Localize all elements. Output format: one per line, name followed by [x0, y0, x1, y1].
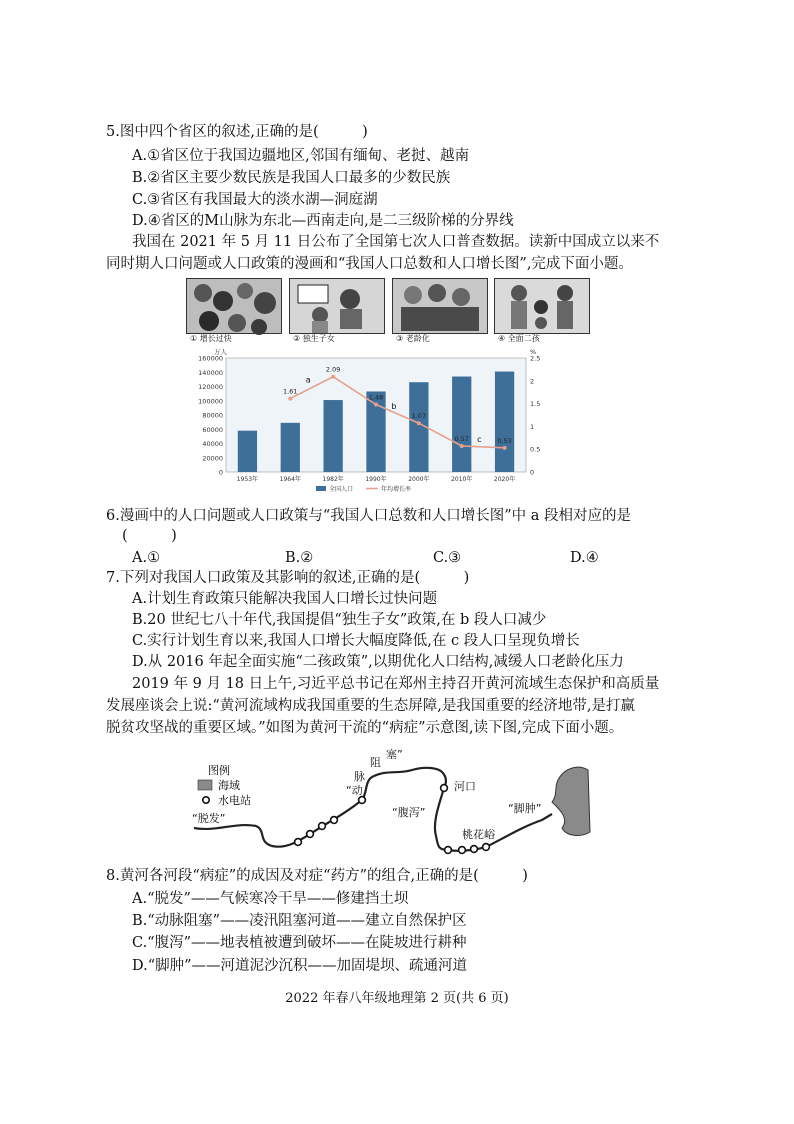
- q6-option-d: D.④: [570, 550, 599, 566]
- y-left-tick-label: 0: [218, 468, 223, 477]
- y-right-tick-label: 2: [530, 377, 535, 386]
- legend-bar-label: 全国人口: [329, 486, 354, 493]
- q5-option-d: D.④省区的M山脉为东北—西南走向,是二三级阶梯的分界线: [132, 213, 514, 229]
- population-bar: [238, 431, 257, 472]
- map-legend-sea: 海域: [218, 779, 240, 792]
- y-right-tick-label: 0.5: [530, 445, 541, 454]
- q6-option-c: C.③: [433, 550, 462, 566]
- page-footer: 2022 年春八年级地理第 2 页(共 6 页): [285, 991, 509, 1006]
- y-left-tick-label: 60000: [202, 425, 223, 434]
- station-icon: [441, 785, 448, 792]
- y-right-tick-label: 1: [530, 422, 535, 431]
- q8-option-b: B.“动脉阻塞”——凌汛阻塞河道——建立自然保护区: [132, 913, 467, 929]
- x-tick-label: 1982年: [322, 476, 344, 483]
- map-legend-station: 水电站: [218, 794, 251, 807]
- sea-legend-swatch: [198, 780, 212, 790]
- q6-stem: 6.漫画中的人口问题或人口政策与“我国人口总数和人口增长图”中 a 段相对应的是: [106, 508, 632, 524]
- q8-option-c: C.“腹泻”——地表植被遭到破坏——在陡坡进行耕种: [132, 935, 467, 951]
- x-tick-label: 1990年: [365, 476, 387, 483]
- intro2-line2: 发展座谈会上说:“黄河流域构成我国重要的生态屏障,是我国重要的经济地带,是打赢: [106, 698, 636, 714]
- growth-rate-point: [374, 403, 378, 407]
- intro2-line3: 脱贫攻坚战的重要区域。”如图为黄河干流的“病症”示意图,读下图,完成下面小题。: [106, 720, 624, 736]
- intro2-line1: 2019 年 9 月 18 日上午,习近平总书记在郑州主持召开黄河流域生态保护和高质量: [132, 676, 660, 692]
- q6-option-a: A.①: [132, 550, 161, 566]
- station-icon: [459, 847, 466, 854]
- station-icon: [471, 846, 478, 853]
- population-bar: [495, 372, 514, 472]
- x-tick-label: 1964年: [279, 476, 301, 483]
- x-tick-label: 2010年: [451, 476, 473, 483]
- growth-rate-point: [331, 375, 335, 379]
- q8-option-d: D.“脚肿”——河道泥沙沉积——加固堤坝、疏通河道: [132, 958, 468, 974]
- y-right-tick-label: 1.5: [530, 400, 541, 409]
- segment-label: b: [391, 401, 397, 411]
- label-zu: 阻: [370, 756, 381, 769]
- cartoon-panel-4: [494, 278, 590, 334]
- population-bar: [324, 400, 343, 472]
- q5-option-b: B.②省区主要少数民族是我国人口最多的少数民族: [132, 170, 451, 186]
- cartoon-panel-1: [186, 278, 282, 334]
- q7-option-b: B.20 世纪七八十年代,我国提倡“独生子女”政策,在 b 段人口减少: [132, 612, 547, 628]
- segment-label: a: [305, 375, 311, 385]
- y-right-tick-label: 2.5: [530, 354, 541, 363]
- population-chart-svg: [186, 344, 566, 494]
- label-taohuayu: 桃花峪: [462, 828, 495, 841]
- growth-rate-point: [417, 421, 421, 425]
- growth-rate-data-label: 1.61: [283, 387, 298, 396]
- yellow-river-map-svg: [186, 748, 606, 866]
- label-jiaozhong: “脚肿”: [508, 802, 542, 815]
- q8-option-a: A.“脱发”——气候寒冷干旱——修建挡土坝: [132, 891, 409, 907]
- yellow-river-line: [194, 768, 552, 851]
- growth-rate-data-label: 0.57: [454, 435, 469, 444]
- y-left-tick-label: 40000: [202, 440, 223, 448]
- y-left-axis-label: 万人: [214, 348, 227, 356]
- growth-rate-data-label: 0.53: [497, 436, 512, 445]
- growth-rate-point: [503, 446, 507, 450]
- y-right-axis-label: %: [530, 348, 537, 356]
- q5-stem: 5.图中四个省区的叙述,正确的是( ): [106, 124, 368, 140]
- y-left-tick-label: 80000: [202, 411, 223, 420]
- q7-option-c: C.实行计划生育以来,我国人口增长大幅度降低,在 c 段人口呈现负增长: [132, 633, 580, 649]
- station-icon: [307, 831, 314, 838]
- cartoon-panel-3: [392, 278, 488, 334]
- label-dong: “动: [346, 784, 363, 797]
- growth-rate-data-label: 1.07: [411, 412, 427, 421]
- q7-option-a: A.计划生育政策只能解决我国人口增长过快问题: [132, 591, 438, 607]
- label-sai: 塞”: [386, 748, 403, 761]
- q7-option-d: D.从 2016 年起全面实施“二孩政策”,以期优化人口结构,减缓人口老龄化压力: [132, 654, 624, 670]
- sea-area: [552, 767, 590, 835]
- yellow-river-map: [186, 748, 606, 866]
- cartoon-caption-1: ① 增长过快: [190, 334, 232, 343]
- intro1-line1: 我国在 2021 年 5 月 11 日公布了全国第七次人口普查数据。读新中国成立以来不: [132, 234, 660, 250]
- label-toufa: “脱发”: [192, 812, 226, 825]
- station-icon: [331, 817, 338, 824]
- y-left-tick-label: 140000: [198, 368, 223, 377]
- y-left-tick-label: 100000: [198, 397, 223, 406]
- y-left-tick-label: 160000: [198, 354, 223, 363]
- station-icon: [483, 844, 490, 851]
- x-tick-label: 2000年: [408, 476, 430, 483]
- intro1-line2: 同时期人口问题或人口政策的漫画和“我国人口总数和人口增长图”,完成下面小题。: [106, 256, 633, 272]
- population-chart: [186, 344, 566, 494]
- label-fuxie: “腹泻”: [392, 806, 426, 819]
- q6-option-b: B.②: [285, 550, 314, 566]
- cartoon-caption-2: ② 独生子女: [293, 334, 335, 343]
- growth-rate-data-label: 2.09: [325, 365, 341, 374]
- q5-option-a: A.①省区位于我国边疆地区,邻国有缅甸、老挝、越南: [132, 148, 470, 164]
- q8-stem: 8.黄河各河段“病症”的成因及对症“药方”的组合,正确的是( ): [106, 868, 528, 884]
- growth-rate-point: [460, 444, 464, 448]
- segment-label: c: [477, 434, 482, 444]
- station-icon: [319, 823, 326, 830]
- q7-stem: 7.下列对我国人口政策及其影响的叙述,正确的是( ): [106, 570, 470, 586]
- y-right-tick-label: 0: [530, 468, 535, 477]
- legend-bar-swatch: [316, 486, 326, 491]
- cartoon-caption-3: ③ 老龄化: [396, 334, 430, 343]
- q5-option-c: C.③省区有我国最大的淡水湖—洞庭湖: [132, 192, 378, 208]
- legend-line-label: 年均增长率: [381, 486, 412, 493]
- x-tick-label: 2020年: [493, 476, 516, 483]
- station-icon: [359, 797, 366, 804]
- station-legend-icon: [203, 797, 209, 803]
- q6-stem-bracket: ( ): [122, 528, 177, 544]
- growth-rate-point: [288, 397, 292, 401]
- y-left-tick-label: 20000: [202, 454, 223, 463]
- x-tick-label: 1953年: [236, 476, 259, 483]
- population-bar: [452, 377, 471, 472]
- label-hekou: 河口: [454, 780, 476, 793]
- station-icon: [445, 847, 452, 854]
- hydropower-stations: [295, 785, 490, 854]
- growth-rate-data-label: 1.48: [368, 393, 384, 402]
- cartoon-strip: [186, 278, 590, 344]
- y-left-tick-label: 120000: [198, 383, 223, 391]
- map-legend-title: 图例: [208, 764, 230, 777]
- cartoon-panel-2: [289, 278, 385, 334]
- population-bar: [281, 423, 300, 472]
- label-mai: 脉: [354, 770, 365, 783]
- cartoon-caption-4: ④ 全面二孩: [498, 334, 540, 343]
- station-icon: [295, 839, 302, 846]
